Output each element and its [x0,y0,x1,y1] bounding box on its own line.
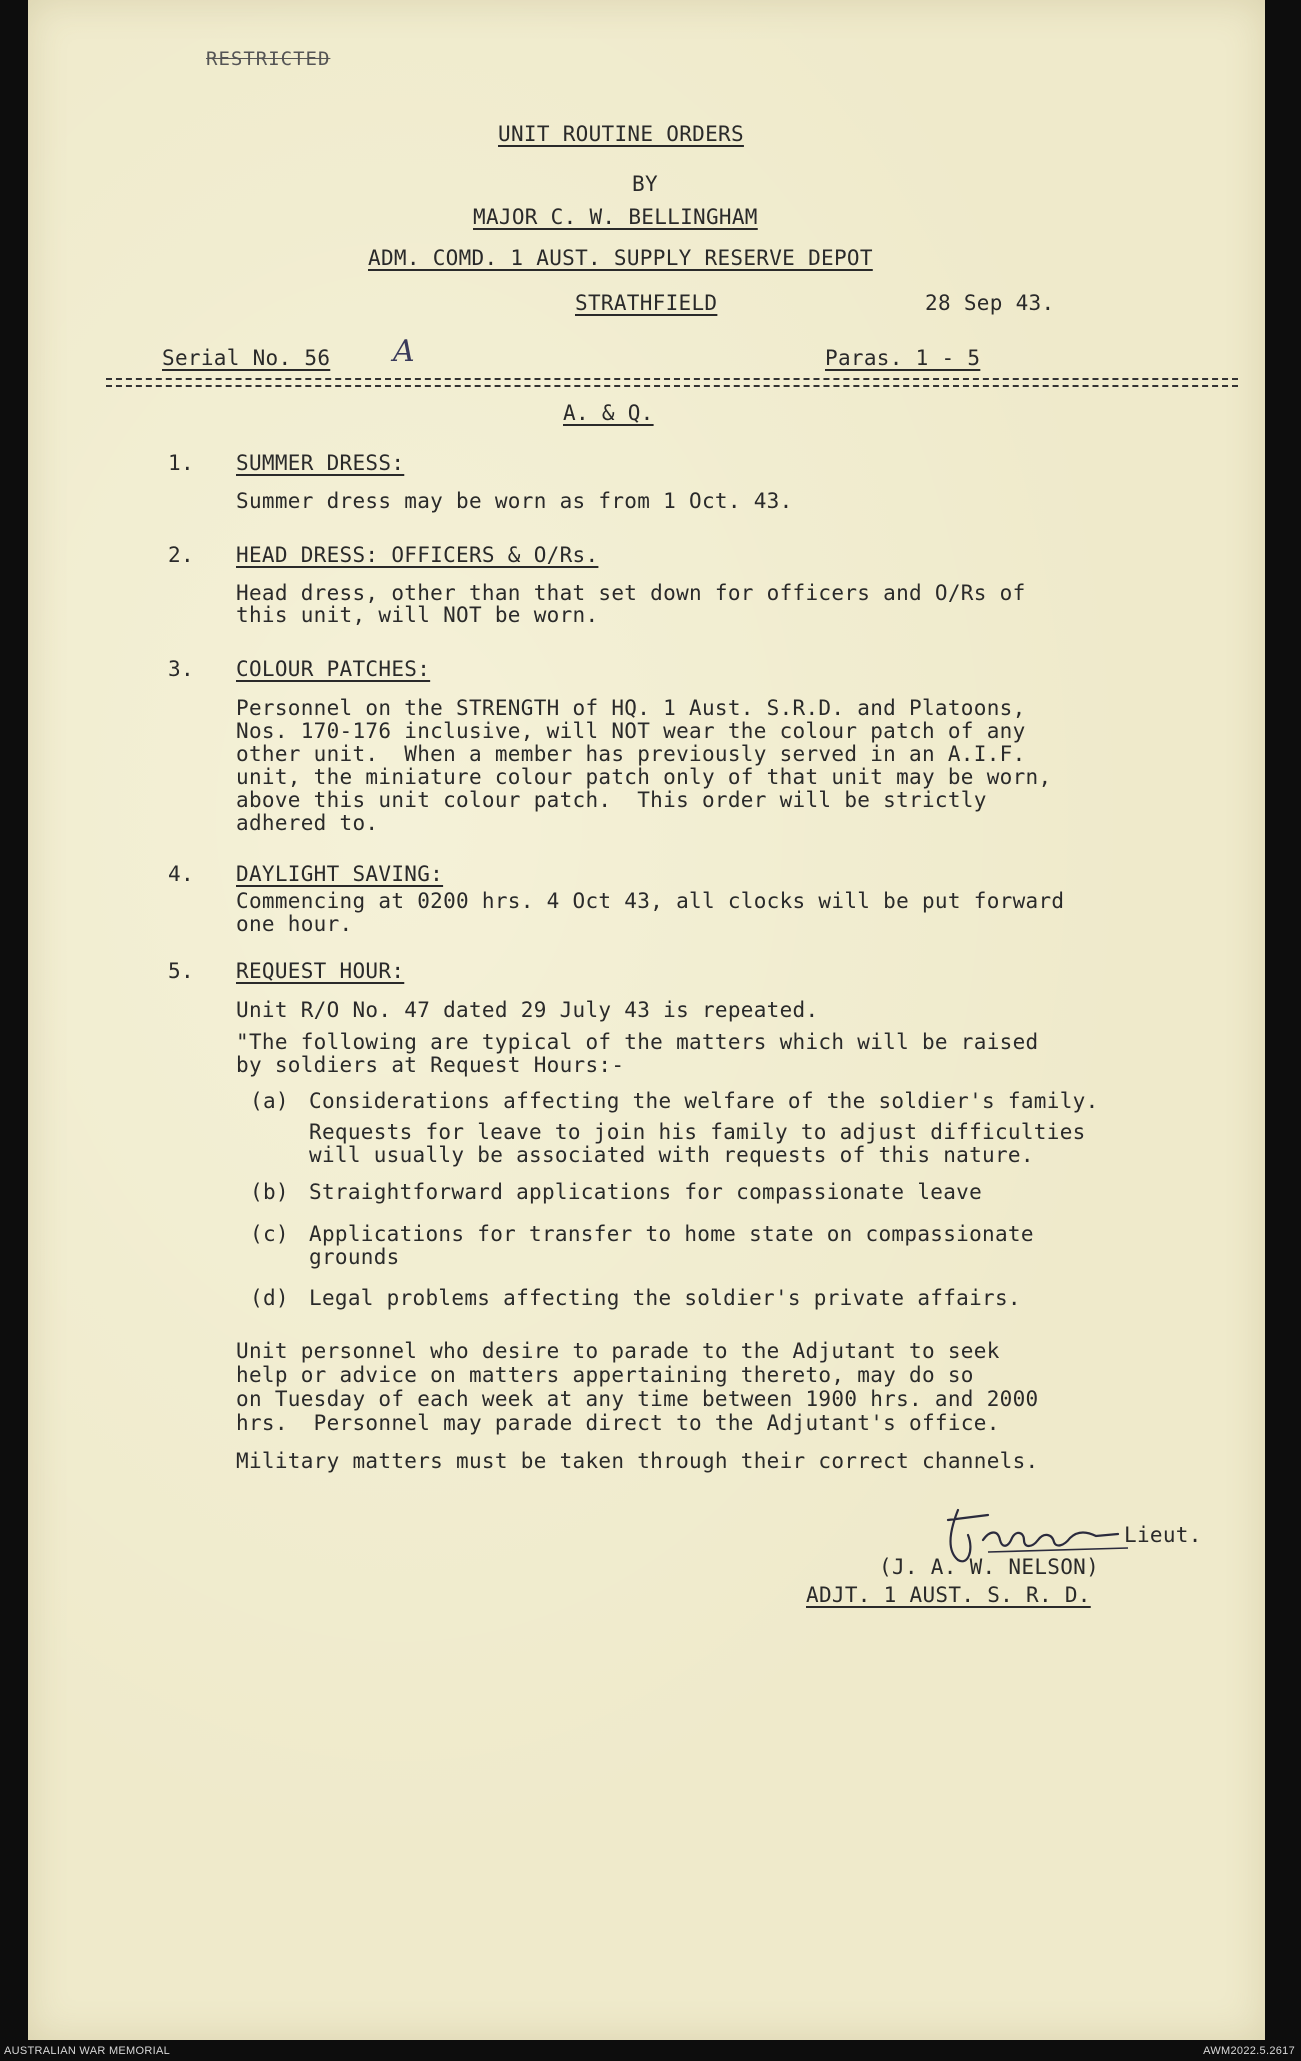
signature-title: ADJT. 1 AUST. S. R. D. [806,1583,1091,1607]
item-d-line: Legal problems affecting the soldier's private affairs. [309,1286,1021,1310]
para-5-line: Unit R/O No. 47 dated 29 July 43 is repeated. [236,998,819,1022]
para-4-line: one hour. [236,912,353,936]
serial-number: Serial No. 56 [162,346,331,370]
para-4-number: 4. [168,862,194,886]
closing-line: help or advice on matters appertaining thereto, may do so [236,1363,974,1387]
para-1-title: SUMMER DRESS: [236,451,405,475]
para-2-number: 2. [168,543,194,567]
header-title: UNIT ROUTINE ORDERS [498,122,744,146]
closing-line: Military matters must be taken through their correct channels. [236,1449,1039,1473]
header-by: BY [632,172,658,196]
header-unit: ADM. COMD. 1 AUST. SUPPLY RESERVE DEPOT [368,246,873,270]
restricted-stamp: RESTRICTED [206,48,331,70]
paras-range: Paras. 1 - 5 [825,346,981,370]
header-date: 28 Sep 43. [925,291,1055,315]
para-5-line: by soldiers at Request Hours:- [236,1053,625,1077]
para-1-line: Summer dress may be worn as from 1 Oct. 43. [236,489,793,513]
para-4-line: Commencing at 0200 hrs. 4 Oct 43, all clocks will be put forward [236,889,1065,913]
para-5-line: "The following are typical of the matters which will be raised [236,1030,1039,1054]
closing-line: Unit personnel who desire to parade to the Adjutant to seek [236,1339,1000,1363]
para-3-line: Nos. 170-176 inclusive, will NOT wear the colour patch of any [236,719,1026,743]
item-a-line: Requests for leave to join his family to adjust difficulties [309,1120,1086,1144]
para-3-number: 3. [168,657,194,681]
para-3-line: adhered to. [236,811,379,835]
document-page [28,0,1265,2040]
header-divider [106,378,1238,387]
item-a-line: will usually be associated with requests of this nature. [309,1143,1034,1167]
item-b-label: (b) [250,1180,289,1204]
para-3-line: other unit. When a member has previously served in an A.I.F. [236,742,1026,766]
item-c-line: Applications for transfer to home state on compassionate [309,1222,1034,1246]
header-commander: MAJOR C. W. BELLINGHAM [473,205,758,229]
para-2-title: HEAD DRESS: OFFICERS & O/Rs. [236,543,599,567]
para-4-title: DAYLIGHT SAVING: [236,862,444,886]
serial-handwritten-suffix: A [393,334,415,369]
para-5-title: REQUEST HOUR: [236,959,405,983]
item-a-line: Considerations affecting the welfare of the soldier's family. [309,1089,1099,1113]
section-heading: A. & Q. [563,401,654,425]
para-3-line: unit, the miniature colour patch only of that unit may be worn, [236,765,1052,789]
item-d-label: (d) [250,1286,289,1310]
para-3-line: above this unit colour patch. This order will be strictly [236,788,987,812]
header-place: STRATHFIELD [575,291,718,315]
para-3-line: Personnel on the STRENGTH of HQ. 1 Aust. S.R.D. and Platoons, [236,696,1026,720]
item-a-label: (a) [250,1089,289,1113]
para-1-number: 1. [168,451,194,475]
signature-rank: Lieut. [1124,1523,1202,1547]
footer-archive-id: AWM2022.5.2617 [1203,2045,1295,2057]
footer-archive-name: AUSTRALIAN WAR MEMORIAL [4,2045,171,2057]
item-c-label: (c) [250,1222,289,1246]
item-c-line: grounds [309,1245,400,1269]
para-3-title: COLOUR PATCHES: [236,657,431,681]
closing-line: hrs. Personnel may parade direct to the Adjutant's office. [236,1411,1000,1435]
para-5-number: 5. [168,959,194,983]
closing-line: on Tuesday of each week at any time between 1900 hrs. and 2000 [236,1387,1039,1411]
para-2-line: this unit, will NOT be worn. [236,603,599,627]
item-b-line: Straightforward applications for compassionate leave [309,1180,983,1204]
para-2-line: Head dress, other than that set down for officers and O/Rs of [236,581,1026,605]
signature-name: (J. A. W. NELSON) [879,1555,1100,1579]
